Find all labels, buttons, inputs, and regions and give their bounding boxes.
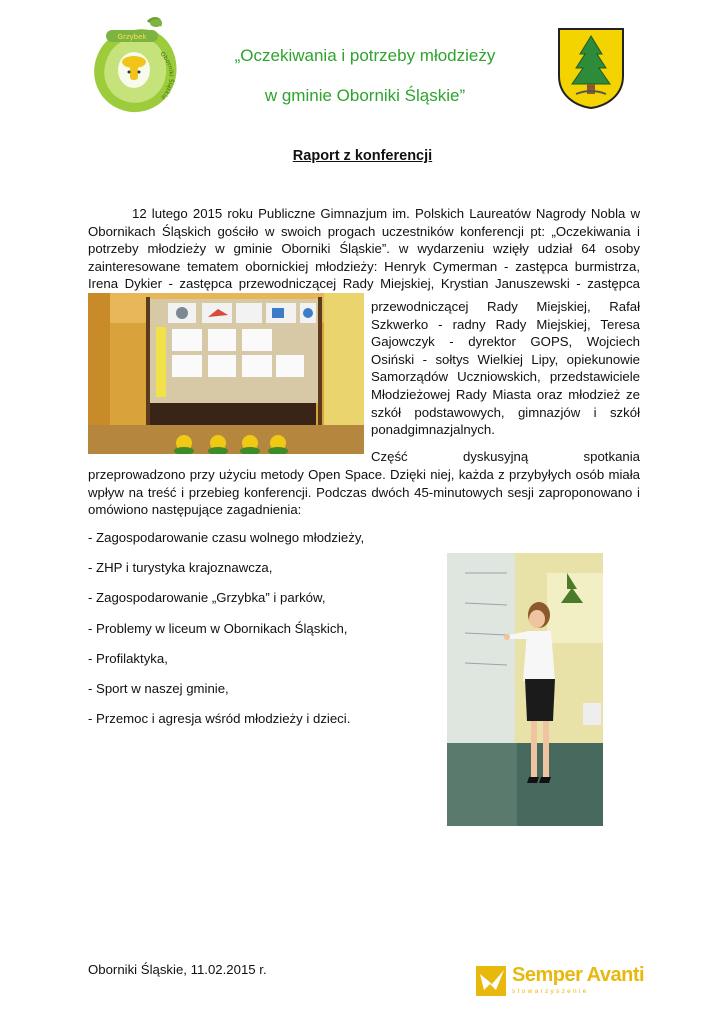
report-heading: Raport z konferencji xyxy=(292,148,433,164)
list-item: - Problemy w liceum w Obornikach Śląskich, xyxy=(88,621,348,636)
list-item: - Zagospodarowanie „Grzybka” i parków, xyxy=(88,590,326,605)
student-writing-photo xyxy=(447,553,603,826)
conference-board-photo xyxy=(88,293,364,454)
grzybek-logo xyxy=(86,14,182,118)
intro-paragraph-text: 12 lutego 2015 roku Publiczne Gimnazjum im. Polskich Laureatów Nagrody Nobla w Obornikach Śląskich gościło w swoich progach uczestników konferencji pt: „Oczekiwania i potrzeby młodzieży w gminie Oborniki Śląskie”. w wydarzeniu wzięły udział 64 osoby zainteresowane tematem obornickiej młodzieży: Henryk Cymerman - zastępca burmistrza, Irena Dykier - zastępca przewodniczącej Rady Miejskiej, Krystian Januszewski - zastępca xyxy=(88,206,640,292)
bird-icon xyxy=(476,962,510,1002)
conference-title-line-1: „Oczekiwania i potrzeby młodzieży xyxy=(234,46,496,65)
list-item: - Przemoc i agresja wśród młodzieży i dzieci. xyxy=(88,711,351,726)
list-item: - ZHP i turystyka krajoznawcza, xyxy=(88,560,273,575)
conference-title-line-2: w gminie Oborniki Śląskie” xyxy=(264,86,466,105)
participants-paragraph: przewodniczącej Rady Miejskiej, Rafał Szkwerko - radny Rady Miejskiej, Teresa Gajowczyk - dyrektor GOPS, Wojciech Osiński - sołtys Wielkiej Lipy, opiekunowie Samorządów Uczniowskich, przedstawiciele Młodzieżowej Rady Miasta oraz młodzież ze szkół podstawowych, gimnazjów i szkół ponadgimnazjalnych. xyxy=(371,299,640,438)
logo-top-text: Grzybek xyxy=(117,33,147,41)
list-item: - Zagospodarowanie czasu wolnego młodzieży, xyxy=(88,530,365,545)
intro-paragraph xyxy=(88,205,640,293)
semper-avanti-logo xyxy=(476,962,646,1002)
logo-arc-text: Oborniki Śląskie xyxy=(158,50,175,101)
brand-name: Semper Avanti xyxy=(512,964,645,986)
list-item: - Sport w naszej gminie, xyxy=(88,681,229,696)
list-item: - Profilaktyka, xyxy=(88,651,168,666)
discussion-paragraph-lead: Część dyskusyjną spotkania xyxy=(371,449,640,464)
brand-subtitle: stowarzyszenie xyxy=(512,988,589,995)
place-date: Oborniki Śląskie, 11.02.2015 r. xyxy=(88,962,267,977)
discussion-paragraph: przeprowadzono przy użyciu metody Open Space. Dzięki niej, każda z przybyłych osób miała wpływ na treść i przebieg konferencji. Podczas dwóch 45-minutowych sesji zaproponowano i omówiono następujące zagadnienia: xyxy=(88,467,640,518)
coat-of-arms xyxy=(556,26,626,110)
